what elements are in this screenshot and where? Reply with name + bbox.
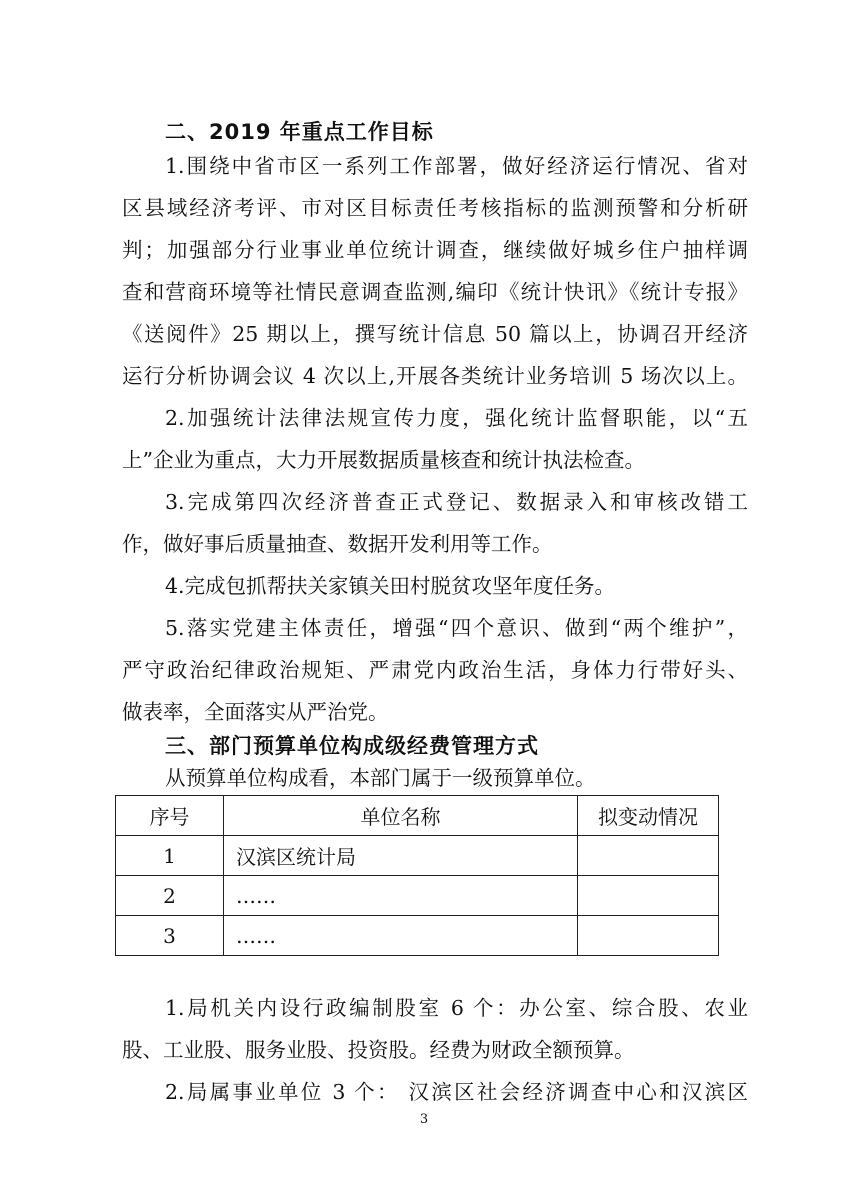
section-heading-budget-units: 三、部门预算单位构成级经费管理方式 bbox=[165, 734, 539, 758]
paragraph-line: 严守政治纪律政治规矩、严肃党内政治生活，身体力行带好头、 bbox=[122, 658, 748, 682]
table-row bbox=[116, 836, 719, 876]
table-cell: 汉滨区统计局 bbox=[224, 836, 578, 876]
column-header-unit-name: 单位名称 bbox=[224, 796, 578, 836]
paragraph-line: 判；加强部分行业事业单位统计调查，继续做好城乡住户抽样调 bbox=[122, 238, 748, 262]
column-header-number: 序号 bbox=[116, 796, 224, 836]
table-cell bbox=[578, 916, 719, 956]
paragraph-line: 5.落实党建主体责任，增强“四个意识、做到“两个维护”， bbox=[165, 616, 748, 640]
table-header-row bbox=[116, 796, 719, 836]
paragraph-line: 股、工业股、服务业股、投资股。经费为财政全额预算。 bbox=[122, 1038, 635, 1062]
table-cell bbox=[578, 836, 719, 876]
paragraph-line: 做表率，全面落实从严治党。 bbox=[122, 700, 389, 724]
paragraph-line: 3.完成第四次经济普查正式登记、数据录入和审核改错工 bbox=[165, 490, 748, 514]
paragraph-line: 1.围绕中省市区一系列工作部署，做好经济运行情况、省对 bbox=[165, 154, 748, 178]
paragraph-line: 4.完成包抓帮扶关家镇关田村脱贫攻坚年度任务。 bbox=[165, 574, 616, 598]
table-cell: …… bbox=[224, 916, 578, 956]
page-number: 3 bbox=[419, 1112, 429, 1127]
table-row bbox=[116, 876, 719, 916]
paragraph-line: 区县域经济考评、市对区目标责任考核指标的监测预警和分析研 bbox=[122, 196, 748, 220]
paragraph-line: 作，做好事后质量抽查、数据开发利用等工作。 bbox=[122, 532, 553, 556]
paragraph-line: 2.局属事业单位 3 个： 汉滨区社会经济调查中心和汉滨区 bbox=[165, 1080, 748, 1104]
table-cell: 1 bbox=[116, 836, 224, 876]
column-header-change: 拟变动情况 bbox=[578, 796, 719, 836]
table-cell: …… bbox=[224, 876, 578, 916]
paragraph-line: 1.局机关内设行政编制股室 6 个：办公室、综合股、农业 bbox=[165, 996, 748, 1020]
paragraph-line: 上”企业为重点，大力开展数据质量核查和统计执法检查。 bbox=[122, 448, 645, 472]
table-cell bbox=[578, 876, 719, 916]
table-cell: 2 bbox=[116, 876, 224, 916]
section-heading-2019-goals: 二、2019 年重点工作目标 bbox=[165, 120, 434, 144]
budget-unit-table bbox=[115, 795, 719, 956]
table-row bbox=[116, 916, 719, 956]
paragraph-line: 从预算单位构成看，本部门属于一级预算单位。 bbox=[165, 766, 596, 790]
table-cell: 3 bbox=[116, 916, 224, 956]
paragraph-line: 《送阅件》25 期以上，撰写统计信息 50 篇以上，协调召开经济 bbox=[122, 322, 748, 346]
paragraph-line: 运行分析协调会议 4 次以上,开展各类统计业务培训 5 场次以上。 bbox=[122, 364, 748, 388]
paragraph-line: 查和营商环境等社情民意调查监测,编印《统计快讯》《统计专报》 bbox=[122, 280, 748, 304]
paragraph-line: 2.加强统计法律法规宣传力度，强化统计监督职能，以“五 bbox=[165, 406, 748, 430]
